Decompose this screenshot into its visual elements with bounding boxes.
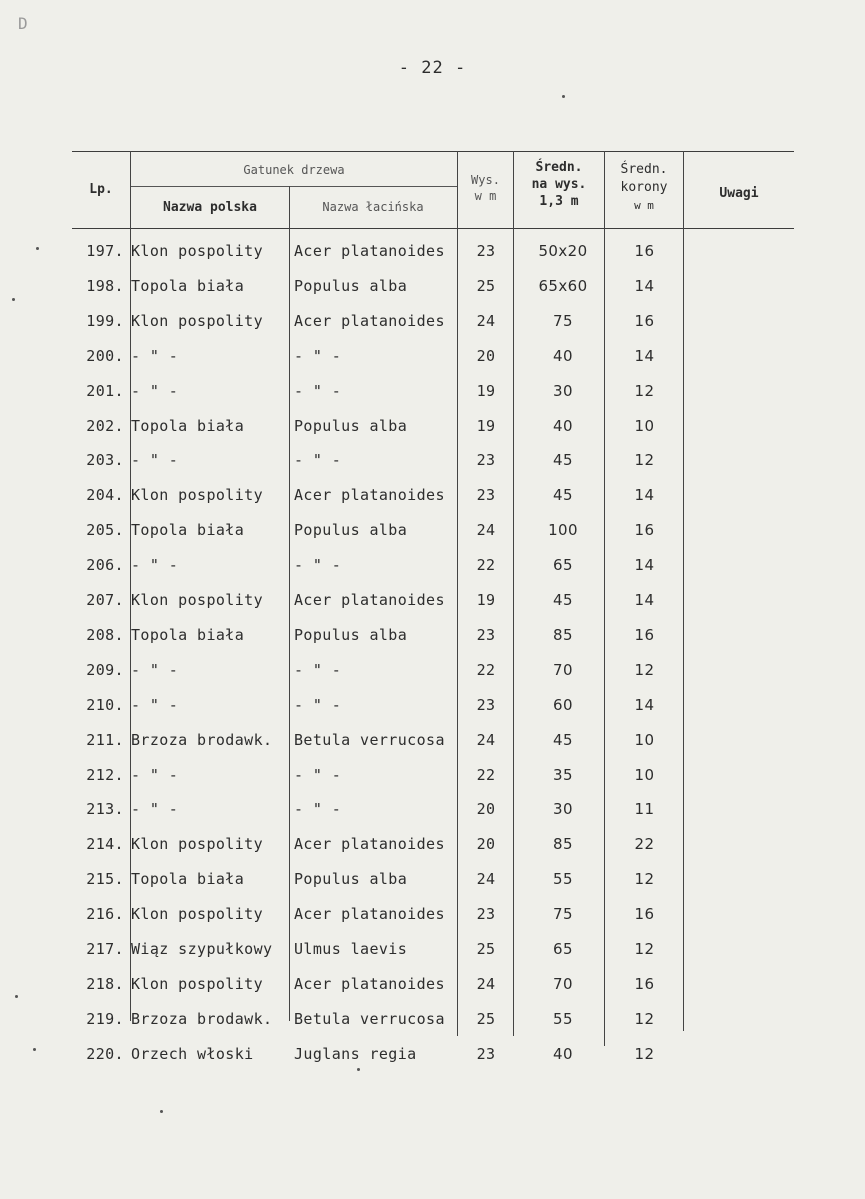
cell-lp: 216. — [86, 905, 124, 923]
cell-nazwa-lacinska: - " - — [294, 766, 342, 784]
cell-wysokosc: 22 — [476, 766, 496, 784]
header-nazwa-lacinska: Nazwa łacińska — [322, 200, 424, 214]
cell-korona: 16 — [634, 242, 655, 260]
cell-korona: 12 — [634, 451, 655, 469]
cell-nazwa-lacinska: Acer platanoides — [294, 975, 445, 993]
cell-korona: 16 — [634, 521, 655, 539]
table-header-rule — [72, 228, 794, 229]
cell-lp: 220. — [86, 1045, 124, 1063]
cell-lp: 198. — [86, 277, 124, 295]
cell-nazwa-lacinska: - " - — [294, 347, 342, 365]
cell-korona: 12 — [634, 661, 655, 679]
cell-nazwa-lacinska: - " - — [294, 696, 342, 714]
cell-korona: 16 — [634, 905, 655, 923]
cell-korona: 14 — [634, 486, 655, 504]
cell-lp: 207. — [86, 591, 124, 609]
cell-korona: 14 — [634, 277, 655, 295]
cell-srednica: 45 — [553, 731, 573, 749]
cell-nazwa-lacinska: Betula verrucosa — [294, 1010, 445, 1028]
cell-lp: 219. — [86, 1010, 124, 1028]
cell-wysokosc: 23 — [476, 242, 496, 260]
header-sredn-2: na wys. — [531, 177, 587, 192]
cell-nazwa-polska: Wiąz szypułkowy — [131, 940, 273, 958]
header-wys-2: w m — [474, 189, 497, 203]
cell-srednica: 45 — [553, 486, 573, 504]
cell-srednica: 55 — [553, 870, 573, 888]
cell-srednica: 85 — [553, 835, 573, 853]
cell-wysokosc: 23 — [476, 905, 496, 923]
cell-korona: 14 — [634, 347, 655, 365]
cell-wysokosc: 19 — [476, 591, 496, 609]
speck — [160, 1110, 163, 1113]
cell-srednica: 75 — [553, 312, 573, 330]
cell-korona: 16 — [634, 626, 655, 644]
cell-nazwa-polska: - " - — [131, 347, 179, 365]
header-lp: Lp. — [89, 182, 113, 197]
cell-nazwa-lacinska: Populus alba — [294, 870, 408, 888]
header-korona-1: Średn. — [620, 162, 668, 177]
cell-nazwa-lacinska: Acer platanoides — [294, 905, 445, 923]
column-rule-sredn — [604, 151, 605, 1046]
page-number: - 22 - — [398, 58, 467, 78]
cell-nazwa-polska: Klon pospolity — [131, 312, 264, 330]
cell-korona: 14 — [634, 556, 655, 574]
cell-srednica: 65x60 — [538, 277, 588, 295]
cell-wysokosc: 25 — [476, 1010, 496, 1028]
cell-lp: 197. — [86, 242, 124, 260]
cell-korona: 12 — [634, 870, 655, 888]
cell-lp: 203. — [86, 451, 124, 469]
speck — [33, 1048, 36, 1051]
cell-korona: 10 — [634, 731, 655, 749]
cell-lp: 208. — [86, 626, 124, 644]
cell-srednica: 40 — [553, 417, 573, 435]
cell-wysokosc: 19 — [476, 382, 496, 400]
cell-nazwa-polska: Klon pospolity — [131, 242, 264, 260]
header-korona-3: w m — [634, 199, 654, 212]
cell-korona: 22 — [634, 835, 655, 853]
cell-nazwa-lacinska: Populus alba — [294, 521, 408, 539]
cell-nazwa-lacinska: Acer platanoides — [294, 486, 445, 504]
cell-korona: 10 — [634, 766, 655, 784]
cell-wysokosc: 23 — [476, 1045, 496, 1063]
header-wys-1: Wys. — [471, 173, 500, 187]
cell-wysokosc: 22 — [476, 556, 496, 574]
cell-nazwa-lacinska: - " - — [294, 800, 342, 818]
cell-srednica: 85 — [553, 626, 573, 644]
cell-nazwa-lacinska: Populus alba — [294, 417, 408, 435]
cell-korona: 10 — [634, 417, 655, 435]
speck — [15, 995, 18, 998]
cell-nazwa-lacinska: - " - — [294, 556, 342, 574]
cell-lp: 212. — [86, 766, 124, 784]
cell-srednica: 75 — [553, 905, 573, 923]
cell-nazwa-lacinska: Ulmus laevis — [294, 940, 408, 958]
header-subrule — [131, 186, 457, 187]
cell-nazwa-polska: - " - — [131, 451, 179, 469]
table-top-rule — [72, 151, 794, 152]
cell-nazwa-lacinska: - " - — [294, 451, 342, 469]
cell-nazwa-lacinska: - " - — [294, 382, 342, 400]
cell-nazwa-polska: Brzoza brodawk. — [131, 1010, 273, 1028]
cell-srednica: 60 — [553, 696, 573, 714]
cell-srednica: 45 — [553, 591, 573, 609]
cell-nazwa-lacinska: Populus alba — [294, 277, 408, 295]
cell-lp: 205. — [86, 521, 124, 539]
cell-srednica: 40 — [553, 347, 573, 365]
cell-nazwa-polska: Topola biała — [131, 870, 245, 888]
cell-nazwa-lacinska: Juglans regia — [294, 1045, 417, 1063]
cell-nazwa-polska: Klon pospolity — [131, 975, 264, 993]
cell-wysokosc: 23 — [476, 696, 496, 714]
cell-srednica: 65 — [553, 940, 573, 958]
cell-lp: 210. — [86, 696, 124, 714]
cell-nazwa-polska: Topola biała — [131, 521, 245, 539]
cell-nazwa-polska: Klon pospolity — [131, 486, 264, 504]
cell-nazwa-polska: Klon pospolity — [131, 591, 264, 609]
cell-lp: 201. — [86, 382, 124, 400]
cell-korona: 12 — [634, 1045, 655, 1063]
cell-korona: 12 — [634, 940, 655, 958]
cell-lp: 211. — [86, 731, 124, 749]
cell-wysokosc: 25 — [476, 277, 496, 295]
cell-nazwa-polska: - " - — [131, 382, 179, 400]
cell-nazwa-lacinska: Betula verrucosa — [294, 731, 445, 749]
cell-wysokosc: 22 — [476, 661, 496, 679]
speck — [36, 247, 39, 250]
column-rule-korona — [683, 151, 684, 1031]
cell-nazwa-lacinska: Acer platanoides — [294, 312, 445, 330]
cell-korona: 16 — [634, 975, 655, 993]
cell-wysokosc: 20 — [476, 835, 496, 853]
cell-wysokosc: 23 — [476, 451, 496, 469]
cell-srednica: 40 — [553, 1045, 573, 1063]
cell-lp: 200. — [86, 347, 124, 365]
cell-srednica: 45 — [553, 451, 573, 469]
cell-lp: 204. — [86, 486, 124, 504]
cell-nazwa-polska: - " - — [131, 800, 179, 818]
cell-nazwa-polska: Klon pospolity — [131, 835, 264, 853]
header-sredn-1: Średn. — [535, 160, 583, 175]
cell-wysokosc: 24 — [476, 312, 496, 330]
cell-wysokosc: 20 — [476, 347, 496, 365]
cell-wysokosc: 24 — [476, 975, 496, 993]
header-gatunek: Gatunek drzewa — [243, 163, 345, 177]
cell-lp: 209. — [86, 661, 124, 679]
cell-lp: 215. — [86, 870, 124, 888]
cell-nazwa-lacinska: - " - — [294, 661, 342, 679]
cell-wysokosc: 25 — [476, 940, 496, 958]
cell-wysokosc: 24 — [476, 870, 496, 888]
cell-wysokosc: 20 — [476, 800, 496, 818]
cell-nazwa-lacinska: Populus alba — [294, 626, 408, 644]
cell-lp: 206. — [86, 556, 124, 574]
cell-nazwa-lacinska: Acer platanoides — [294, 242, 445, 260]
cell-srednica: 30 — [553, 800, 573, 818]
cell-wysokosc: 19 — [476, 417, 496, 435]
speck — [562, 95, 565, 98]
cell-nazwa-polska: Orzech włoski — [131, 1045, 254, 1063]
cell-nazwa-polska: Topola biała — [131, 417, 245, 435]
speck — [357, 1068, 360, 1071]
cell-srednica: 100 — [548, 521, 578, 539]
cell-korona: 14 — [634, 696, 655, 714]
cell-lp: 213. — [86, 800, 124, 818]
header-korona-2: korony — [620, 180, 668, 195]
cell-wysokosc: 23 — [476, 486, 496, 504]
cell-nazwa-polska: Brzoza brodawk. — [131, 731, 273, 749]
cell-nazwa-polska: Topola biała — [131, 277, 245, 295]
cell-lp: 218. — [86, 975, 124, 993]
cell-srednica: 65 — [553, 556, 573, 574]
column-rule-wys — [513, 151, 514, 1036]
cell-lp: 214. — [86, 835, 124, 853]
cell-korona: 14 — [634, 591, 655, 609]
cell-srednica: 35 — [553, 766, 573, 784]
cell-nazwa-polska: Topola biała — [131, 626, 245, 644]
speck — [12, 298, 15, 301]
header-sredn-3: 1,3 m — [539, 194, 579, 209]
cell-korona: 12 — [634, 1010, 655, 1028]
cell-korona: 16 — [634, 312, 655, 330]
header-nazwa-polska: Nazwa polska — [163, 200, 257, 215]
cell-srednica: 50x20 — [538, 242, 588, 260]
cell-srednica: 55 — [553, 1010, 573, 1028]
cell-wysokosc: 23 — [476, 626, 496, 644]
cell-srednica: 70 — [553, 975, 573, 993]
cell-korona: 12 — [634, 382, 655, 400]
cell-nazwa-lacinska: Acer platanoides — [294, 591, 445, 609]
cell-srednica: 30 — [553, 382, 573, 400]
cell-nazwa-polska: - " - — [131, 766, 179, 784]
cell-lp: 217. — [86, 940, 124, 958]
cell-wysokosc: 24 — [476, 521, 496, 539]
header-uwagi: Uwagi — [719, 186, 759, 201]
cell-korona: 11 — [634, 800, 655, 818]
cell-lp: 202. — [86, 417, 124, 435]
corner-mark: D — [18, 14, 28, 33]
cell-lp: 199. — [86, 312, 124, 330]
cell-srednica: 70 — [553, 661, 573, 679]
cell-wysokosc: 24 — [476, 731, 496, 749]
cell-nazwa-polska: - " - — [131, 556, 179, 574]
cell-nazwa-polska: - " - — [131, 661, 179, 679]
cell-nazwa-polska: Klon pospolity — [131, 905, 264, 923]
cell-nazwa-lacinska: Acer platanoides — [294, 835, 445, 853]
cell-nazwa-polska: - " - — [131, 696, 179, 714]
